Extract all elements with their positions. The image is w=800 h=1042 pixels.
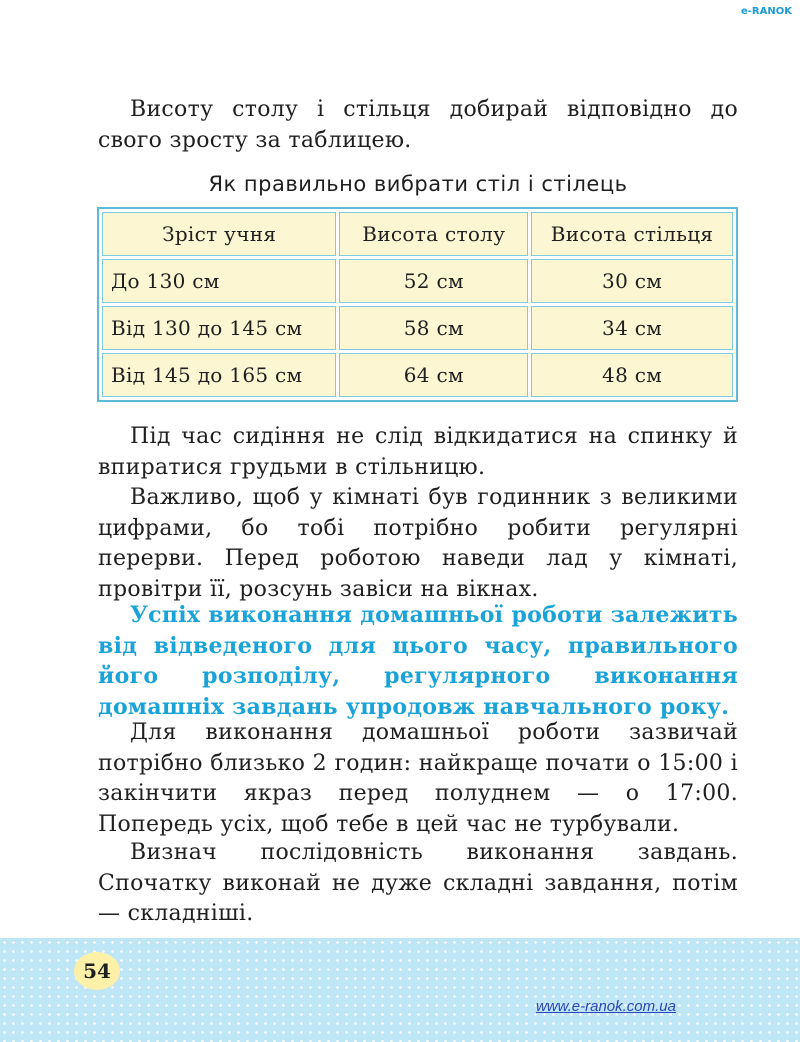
paragraph-schedule: Для виконання домашньої роботи зазвичай потрібно близько 2 годин: найкраще почати о 15:00 і закінчити якраз перед полуднем — о 17:00. Попередь усіх, щоб тебе в цей час не турбували.	[98, 720, 738, 837]
table-cell: 64 см	[339, 353, 528, 397]
table-header-cell: Зріст учня	[102, 212, 336, 256]
paragraph-breaks: Важливо, щоб у кімнаті був годинник з великими цифрами, бо тобі потрібно робити регулярні перерви. Перед роботою наведи лад у кімнаті, провітри її, розсунь завіси на вікнах.	[98, 485, 738, 602]
table-cell: Від 130 до 145 см	[102, 306, 336, 350]
paragraph-key-rule: Успіх виконання домашньої роботи залежить від відведеного для цього часу, правильного його розподілу, регулярного виконання домашніх завдань упродовж навчального року.	[98, 602, 738, 720]
table-row	[102, 306, 733, 350]
table-cell: Від 145 до 165 см	[102, 353, 336, 397]
table-cell: 58 см	[339, 306, 528, 350]
publisher-website-link[interactable]: www.e-ranok.com.ua	[535, 998, 676, 1015]
table-cell: До 130 см	[102, 259, 336, 303]
table-caption: Як правильно вибрати стіл і стілець	[208, 172, 628, 196]
paragraph-posture: Під час сидіння не слід відкидатися на спинку й впиратися грудьми в стільницю.	[98, 424, 738, 480]
publisher-logo: e-RANOK	[741, 6, 792, 17]
table-row	[102, 353, 733, 397]
table-header-row	[102, 212, 733, 256]
table-cell: 52 см	[339, 259, 528, 303]
page-number: 54	[74, 952, 120, 990]
paragraph-task-order: Визнач послідовність виконання завдань. Спочатку виконай не дуже складні завдання, потім — складніші.	[98, 840, 738, 926]
table-cell: 34 см	[531, 306, 733, 350]
furniture-height-table	[97, 207, 738, 402]
table-cell: 30 см	[531, 259, 733, 303]
table-header-cell: Висота столу	[339, 212, 528, 256]
footer-band	[0, 938, 800, 1042]
table-header-cell: Висота стільця	[531, 212, 733, 256]
table-row	[102, 259, 733, 303]
paragraph-table-intro: Висоту столу і стільця добирай відповідно до свого зросту за таблицею.	[98, 97, 738, 153]
table-cell: 48 см	[531, 353, 733, 397]
